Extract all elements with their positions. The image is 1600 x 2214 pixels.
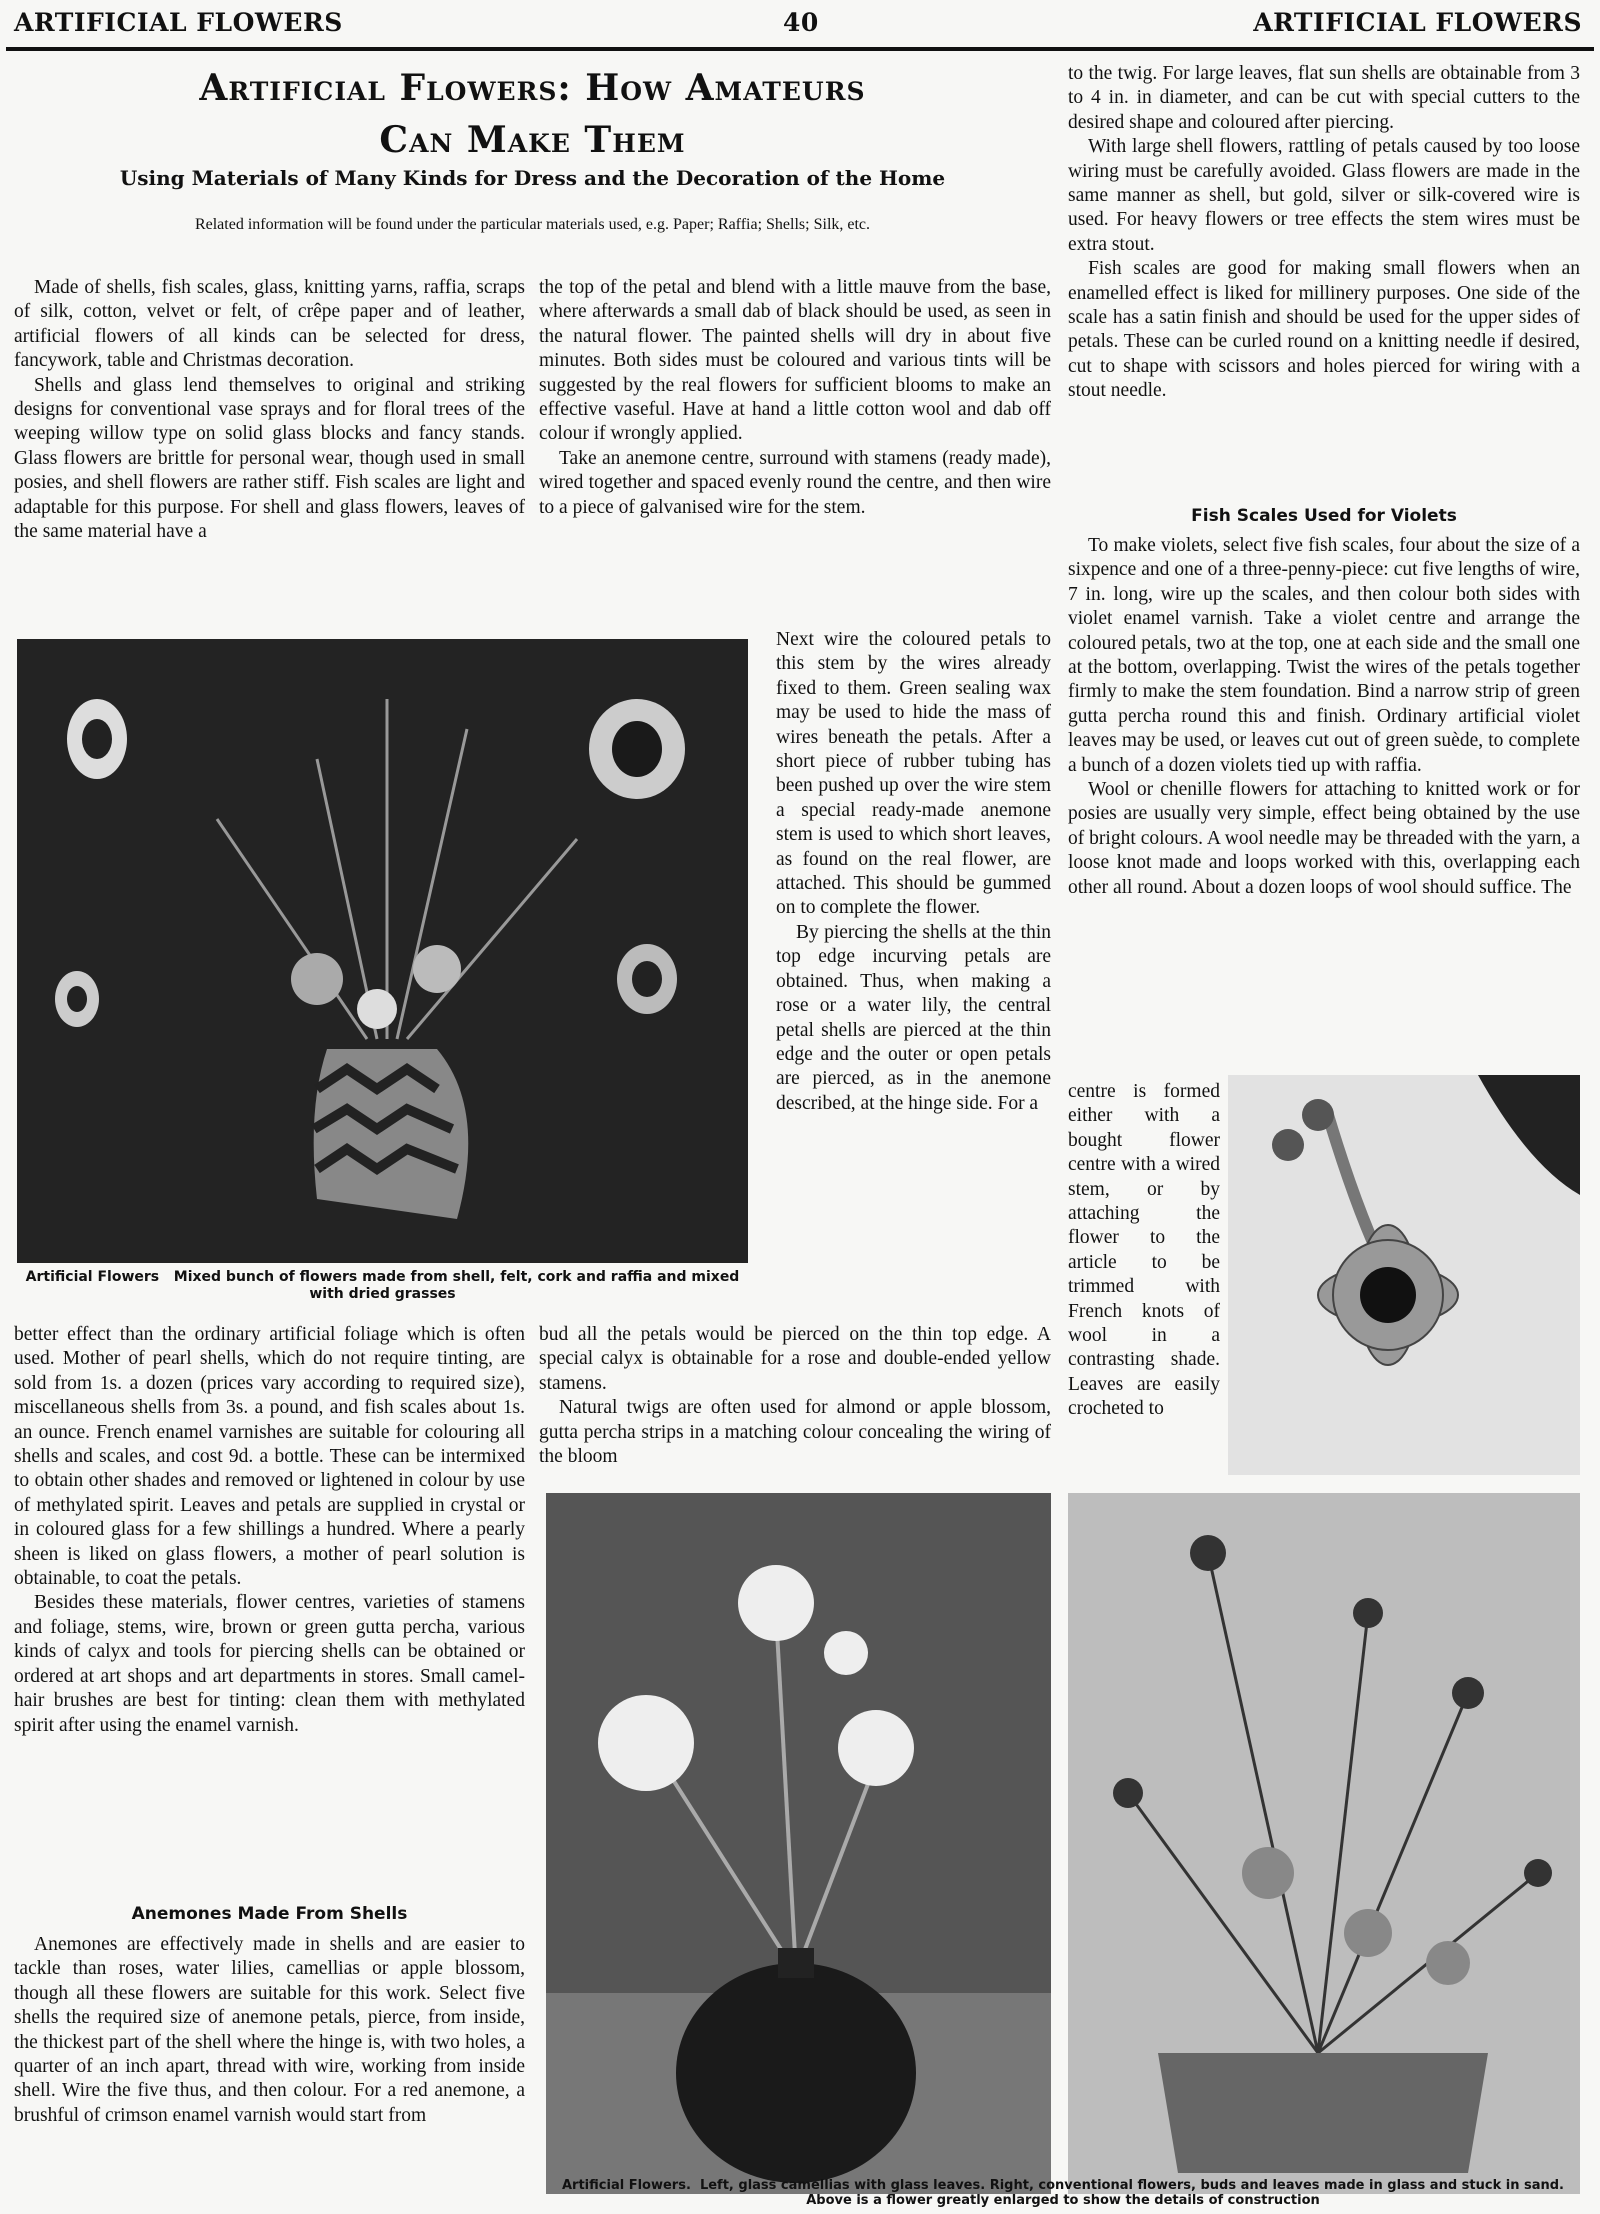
paragraph: the top of the petal and blend with a little mauve from the base, where afterwards a small dab of black should be used, as seen in the natural flower. The painted shells will dry in about five minutes. Both sides must be coloured and various tints will be suggested by the real flowers for sufficient blooms to make an effective vaseful. Have at hand a little cotton wool and dab off colour if wrongly applied. [539,277,1051,445]
paragraph: Besides these materials, flower centres, varieties of stamens and foliage, stems, wire, brown or green gutta percha, various kinds of calyx and tools for piercing shells can be obtained or ordered at art shops and art departments in stores. Small camel-hair brushes are best for tinting: clean them with methylated spirit after using the enamel varnish. [14,1592,525,1736]
section-heading-anemones: Anemones Made From Shells [131,1904,408,1924]
column-1-anemones [14,1933,525,2128]
photo-enlarged-flower [1228,1075,1580,1475]
paragraph: better effect than the ordinary artificial foliage which is often used. Mother of pearl shells, which do not require tinting, are sold from 1s. a dozen (prices vary according to required size), miscellaneous shells from 3s. a pound, and fish scales about 1s. an ounce. French enamel varnishes are suitable for colouring all shells and scales, and cost 9d. a bottle. These can be intermixed to obtain other shades and removed or lightened in colour by use of methylated spirit. Leaves and petals are supplied in crystal or in coloured glass for a few shillings a hundred. Where a pearly sheen is liked on glass flowers, a mother of pearl solution is obtainable, to coat the petals. [14,1324,525,1590]
caption-label: Artificial Flowers [25,1269,160,1285]
paragraph: Fish scales are good for making small flowers when an enamelled effect is liked for millinery purposes. One side of the scale has a satin finish and should be used for the upper sides of petals. These can be curled round on a knitting needle if desired, cut to shape with scissors and holes pierced for wiring with a stout needle. [1068,258,1580,402]
paragraph: To make violets, select five fish scales, four about the size of a sixpence and one of a three-penny-piece: cut five lengths of wire, 7 in. long, wire up the scales, and then colour both sides with violet enamel varnish. Take a violet centre and arrange the coloured petals, two at the top, one at each side and the small one at the bottom, overlapping. Twist the wires of the petals together firmly to make the stem foundation. Bind a narrow strip of green gutta percha round this and finish. Ordinary artificial violet leaves may be used, or leaves cut out of green suède, to complete a bunch of a dozen violets tied up with raffia. [1068,535,1580,776]
column-1-top [14,276,525,544]
paragraph: Made of shells, fish scales, glass, knitting yarns, raffia, scraps of silk, cotton, velvet or felt, of crêpe paper and of leather, artificial flowers of all kinds can be selected for dress, fancywork, table and Christmas decoration. [14,277,525,372]
paragraph: Wool or chenille flowers for attaching to knitted work or for posies are usually very simple, effect being obtained by the use of bright colours. A wool needle may be threaded with the yarn, a loose knot made and loops worked with this, overlapping each other all round. About a dozen loops of wool should suffice. The [1068,779,1580,898]
article-subtitle: Using Materials of Many Kinds for Dress and the Decoration of the Home [119,166,946,190]
title-line-2: Can Make Them [379,119,686,161]
photo-glass-camellias [546,1493,1051,2194]
section-heading-violets: Fish Scales Used for Violets [1191,506,1457,526]
column-2-top [539,276,1051,520]
column-2-narrow [776,628,1051,1116]
paragraph: centre is formed either with a bought flower centre with a wired stem, or by attaching the flower to the article to be trimmed with French knots of wool in a contrasting shade. Leaves are easily crocheted to [1068,1081,1220,1420]
column-3-narrow [1068,1080,1220,1422]
running-header-left: ARTIFICIAL FLOWERS [14,8,343,37]
related-note: Related information will be found under the particular materials used, e.g. Paper; Raffia; Shells; Silk, etc. [194,216,871,233]
column-3-top [1068,62,1580,404]
caption-label: Artificial Flowers. [562,2178,691,2193]
header-rule [6,47,1594,51]
running-header-right: ARTIFICIAL FLOWERS [1253,8,1582,37]
column-2-middle [539,1323,1051,1469]
paragraph: Next wire the coloured petals to this stem by the wires already fixed to them. Green sealing wax may be used to hide the mass of wires beneath the petals. After a short piece of rubber tubing has been pushed up over the wire stem a special ready-made anemone stem is used to which short leaves, as found on the real flower, are attached. This should be gummed on to complete the flower. [776,629,1051,919]
column-3-violets [1068,534,1580,900]
caption-photo-1 [17,1269,748,1303]
paragraph: Take an anemone centre, surround with stamens (ready made), wired together and spaced evenly round the centre, and then wire to a piece of galvanised wire for the stem. [539,447,1051,518]
paragraph: Shells and glass lend themselves to original and striking designs for conventional vase sprays and for floral trees of the weeping willow type on solid glass blocks and fancy stands. Glass flowers are brittle for personal wear, though used in small posies, and shell flowers are rather stiff. Fish scales are light and adaptable for this purpose. For shell and glass flowers, leaves of the same material have a [14,374,525,543]
paragraph: Anemones are effectively made in shells and are easier to tackle than roses, water lilies, camellias or apple blossom, though all these flowers are suitable for this work. Select five shells the required size of anemone petals, pierce, from inside, the thickest part of the shell where the hinge is, with two holes, a quarter of an inch apart, thread with wire, working from inside shell. Wire the five thus, and then colour. For a red anemone, a brushful of crimson enamel varnish would start from [14,1934,525,2126]
photo-shell-flowers-vase [17,639,748,1263]
paragraph: With large shell flowers, rattling of petals caused by too loose wiring must be carefully avoided. Glass flowers are made in the same manner as shell, but gold, silver or silk-covered wire is used. For heavy flowers or tree effects the stem wires must be extra stout. [1068,136,1580,255]
page-number: 40 [783,8,819,37]
paragraph: By piercing the shells at the thin top edge incurving petals are obtained. Thus, when making a rose or a water lily, the central petal shells are pierced at the thin edge and the outer or open petals are pierced, as in the anemone described, at the hinge side. For a [776,921,1051,1114]
photo-glass-flowers-in-sand [1068,1493,1580,2194]
column-1-bottom [14,1323,525,1738]
caption-text: Mixed bunch of flowers made from shell, felt, cork and raffia and mixed with dried grasses [173,1269,740,1302]
paragraph: to the twig. For large leaves, flat sun shells are obtainable from 3 to 4 in. in diameter, and can be cut with special cutters to the desired shape and coloured after piercing. [1068,63,1580,133]
caption-photos-bottom [546,2178,1580,2208]
title-line-1: Artificial Flowers: How Amateurs [199,67,866,109]
article-title [14,62,1051,166]
paragraph: bud all the petals would be pierced on the thin top edge. A special calyx is obtainable for a rose and double-ended yellow stamens. [539,1324,1051,1394]
paragraph: Natural twigs are often used for almond or apple blossom, gutta percha strips in a matching colour concealing the wiring of the bloom [539,1397,1051,1468]
caption-text: Left, glass camellias with glass leaves. Right, conventional flowers, buds and leaves made in glass and stuck in sand. Above is a flower greatly enlarged to show the details of construction [699,2178,1564,2208]
